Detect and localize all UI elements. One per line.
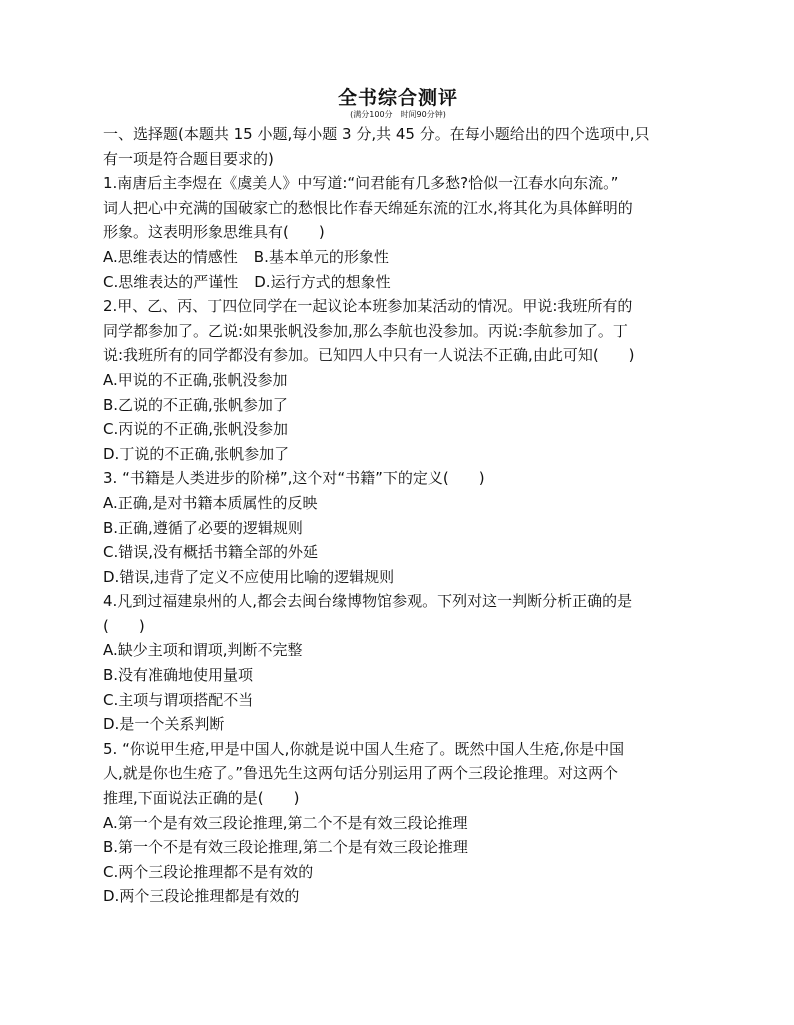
question-stem: 1.南唐后主李煜在《虞美人》中写道:“问君能有几多愁?恰似一江春水向东流。”: [103, 174, 619, 193]
option-a: A.思维表达的情感性: [103, 247, 238, 266]
option-c: C.思维表达的严谨性: [103, 272, 239, 291]
option-d: D.运行方式的想象性: [254, 272, 391, 291]
question-5: [103, 737, 693, 909]
option-b: B.第一个不是有效三段论推理,第二个是有效三段论推理: [103, 838, 468, 857]
option-c: C.丙说的不正确,张帆没参加: [103, 420, 289, 439]
option-c: C.主项与谓项搭配不当: [103, 690, 254, 709]
option-c: C.错误,没有概括书籍全部的外延: [103, 543, 319, 562]
question-1: [103, 171, 693, 294]
question-2: [103, 294, 693, 466]
exam-info: (满分100分 时间90分钟): [350, 110, 446, 119]
option-a: A.甲说的不正确,张帆没参加: [103, 370, 288, 389]
option-a: A.缺少主项和谓项,判断不完整: [103, 641, 303, 660]
option-row: [103, 245, 693, 270]
option-b: B.乙说的不正确,张帆参加了: [103, 395, 288, 414]
page-title: 全书综合测评: [337, 87, 458, 109]
section-instructions: [103, 122, 693, 171]
option-row: [103, 270, 693, 295]
question-stem: 推理,下面说法正确的是( ): [103, 789, 300, 808]
section-line: 一、选择题(本题共 15 小题,每小题 3 分,共 45 分。在每小题给出的四个选项中,只: [103, 125, 650, 143]
option-d: D.两个三段论推理都是有效的: [103, 887, 300, 906]
question-stem: 5. “你说甲生疮,甲是中国人,你就是说中国人生疮了。既然中国人生疮,你是中国: [103, 739, 625, 758]
exam-page: [103, 86, 693, 909]
question-stem: 说:我班所有的同学都没有参加。已知四人中只有一人说法不正确,由此可知( ): [103, 346, 635, 365]
option-a: A.第一个是有效三段论推理,第二个不是有效三段论推理: [103, 813, 468, 832]
option-d: D.丁说的不正确,张帆参加了: [103, 444, 290, 463]
question-stem: 3. “书籍是人类进步的阶梯”,这个对“书籍”下的定义( ): [103, 469, 485, 488]
option-d: D.错误,违背了定义不应使用比喻的逻辑规则: [103, 567, 395, 586]
question-stem: ( ): [103, 616, 145, 635]
question-stem: 形象。这表明形象思维具有( ): [103, 223, 325, 242]
question-stem: 2.甲、乙、丙、丁四位同学在一起议论本班参加某活动的情况。甲说:我班所有的: [103, 297, 633, 316]
option-b: B.基本单元的形象性: [253, 247, 389, 266]
option-b: B.没有准确地使用量项: [103, 666, 254, 685]
option-b: B.正确,遵循了必要的逻辑规则: [103, 518, 303, 537]
question-stem: 词人把心中充满的国破家亡的愁恨比作春天绵延东流的江水,将其化为具体鲜明的: [103, 198, 633, 217]
question-stem: 4.凡到过福建泉州的人,都会去闽台缘博物馆参观。下列对这一判断分析正确的是: [103, 592, 633, 611]
question-stem: 人,就是你也生疮了。”鲁迅先生这两句话分别运用了两个三段论推理。对这两个: [103, 764, 619, 783]
option-d: D.是一个关系判断: [103, 715, 225, 734]
question-stem: 同学都参加了。乙说:如果张帆没参加,那么李航也没参加。丙说:李航参加了。丁: [103, 321, 628, 340]
question-3: [103, 466, 693, 589]
question-4: [103, 589, 693, 737]
option-c: C.两个三段论推理都不是有效的: [103, 862, 314, 881]
section-line: 有一项是符合题目要求的): [103, 149, 274, 168]
option-a: A.正确,是对书籍本质属性的反映: [103, 493, 318, 512]
